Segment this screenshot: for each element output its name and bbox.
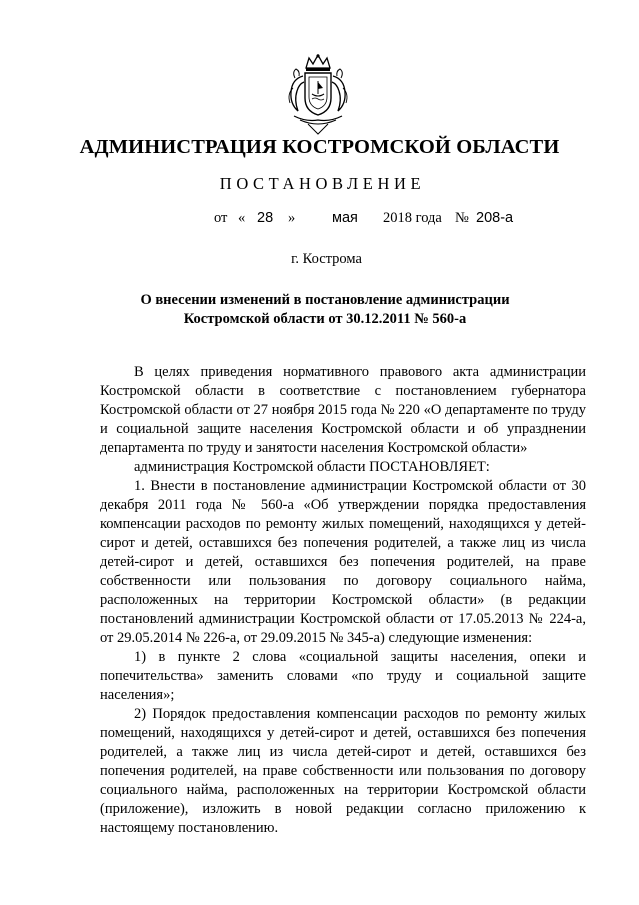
date-prefix: от — [214, 210, 228, 226]
organization-name: АДМИНИСТРАЦИЯ КОСТРОМСКОЙ ОБЛАСТИ — [79, 136, 560, 158]
kostroma-coat-of-arms-icon — [282, 54, 354, 136]
body-paragraph: В целях приведения нормативного правового акта администрации Костромской области в соответствие с постановлением губернатора Костромской области от 27 ноября 2015 года № 220 «О департаменте по труду и социальной защите населения Костромской области и об упразднении департамента по труду и занятости населения Костромской области» — [100, 364, 586, 456]
date-close-quote: » — [288, 210, 296, 226]
date-open-quote: « — [238, 210, 246, 226]
document-type: ПОСТАНОВЛЕНИЕ — [219, 174, 426, 193]
subject-line: Костромской области от 30.12.2011 № 560-а — [183, 311, 467, 327]
number-sign: № — [455, 210, 469, 226]
document-number: 208-а — [476, 210, 514, 226]
document-subject — [110, 291, 540, 329]
body-paragraph: администрация Костромской области ПОСТАНОВЛЯЕТ: — [134, 459, 490, 475]
body-paragraph: 1. Внести в постановление администрации Костромской области от 30 декабря 2011 года № 560-а «Об утверждении порядка предоставления компенсации расходов по ремонту жилых помещений, находящихся у детей-сирот и детей, оставшихся без попечения родителей, а также лиц из числа детей-сирот и детей, оставшихся без попечения родителей, на праве собственности или пользования по договору социального найма, расположенных на территории Костромской области» (в редакции постановлений администрации Костромской области от 17.05.2013 № 224-а, от 29.05.2014 № 226-а, от 29.09.2015 № 345-а) следующие изменения: — [100, 478, 586, 646]
body-paragraph: 1) в пункте 2 слова «социальной защиты населения, опеки и попечительства» заменить словами «по труду и социальной защите населения»; — [100, 649, 586, 703]
date-month: мая — [332, 210, 358, 226]
date-line — [0, 210, 639, 230]
body-paragraph: 2) Порядок предоставления компенсации расходов по ремонту жилых помещений, находящихся у детей-сирот и детей, оставшихся без попечения родителей, а также лиц из числа детей-сирот и детей, оставшихся без попечения родителей, на праве собственности или пользования по договору социального найма, расположенных на территории Костромской области (приложение), изложить в новой редакции согласно приложению к настоящему постановлению. — [100, 706, 586, 836]
date-day: 28 — [257, 210, 274, 226]
document-body — [100, 363, 586, 838]
date-year: 2018 года — [383, 210, 442, 226]
city: г. Кострома — [291, 251, 362, 267]
subject-line: О внесении изменений в постановление администрации — [140, 292, 510, 308]
